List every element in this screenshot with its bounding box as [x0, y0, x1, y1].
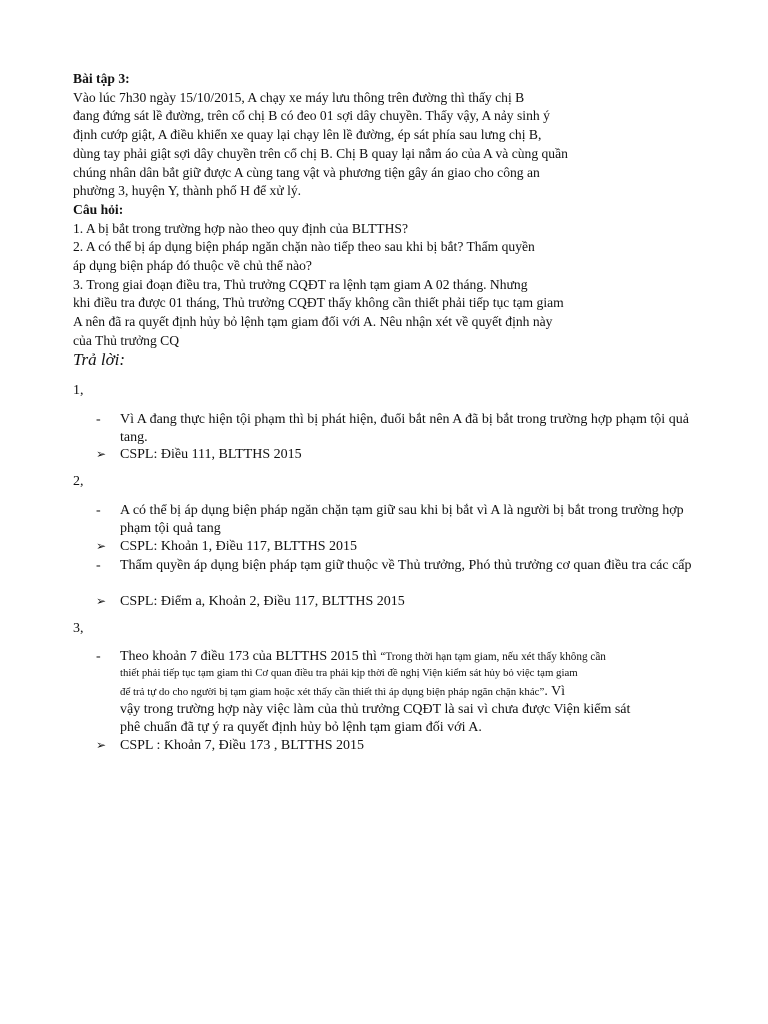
question-line: 1. A bị bắt trong trường hợp nào theo quy định của BLTTHS?	[73, 220, 408, 236]
scenario-line: Vào lúc 7h30 ngày 15/10/2015, A chạy xe máy lưu thông trên đường thì thấy chị B	[73, 89, 525, 105]
part-number: 3,	[73, 621, 84, 636]
cspl-text: CSPL: Điều 111, BLTTHS 2015	[120, 447, 302, 462]
arrow-bullet-icon: ➢	[96, 447, 107, 461]
question-line: khi điều tra được 01 tháng, Thủ trưởng CQĐT thấy không cần thiết phải tiếp tục tạm giam	[73, 295, 564, 311]
dash-marker: -	[96, 558, 101, 573]
cspl-text: CSPL : Khoản 7, Điều 173 , BLTTHS 2015	[120, 738, 364, 753]
answer-text-line	[120, 683, 710, 701]
question-line: áp dụng biện pháp đó thuộc về chủ thể nào?	[73, 258, 312, 274]
answer-text: Theo khoản 7 điều 173 của BLTTHS 2015 thì	[120, 649, 381, 664]
answer-text-line	[120, 648, 710, 666]
arrow-bullet-icon: ➢	[96, 539, 107, 553]
arrow-bullet-icon: ➢	[96, 738, 107, 752]
scenario-line: định cướp giật, A điều khiển xe quay lại chạy lên lề đường, ép sát phía sau lưng chị B,	[73, 127, 542, 143]
scenario-line: chúng nhân dân bắt giữ được A cùng tang vật và phương tiện gây án giao cho công an	[73, 164, 540, 180]
cspl-text: CSPL: Điểm a, Khoản 2, Điều 117, BLTTHS 2015	[120, 594, 405, 609]
dash-marker: -	[96, 412, 101, 427]
question-line: 3. Trong giai đoạn điều tra, Thủ trưởng CQĐT ra lệnh tạm giam A 02 tháng. Nhưng	[73, 276, 528, 292]
exercise-section	[73, 70, 673, 351]
quote-text: để trả tự do cho người bị tạm giam hoặc xét thấy cần thiết thì áp dụng biện pháp ngăn chặn khác”	[120, 686, 545, 698]
questions-title: Câu hỏi:	[73, 201, 124, 217]
dash-marker: -	[96, 503, 101, 518]
question-line: A nên đã ra quyết định hủy bỏ lệnh tạm giam đối với A. Nêu nhận xét về quyết định này	[73, 314, 553, 330]
question-line: của Thủ trưởng CQ	[73, 332, 180, 348]
scenario-line: đang đứng sát lề đường, trên cổ chị B có đeo 01 sợi dây chuyền. Thấy vậy, A nảy sinh ý	[73, 108, 550, 124]
answer-text: . Vì	[544, 684, 566, 699]
dash-marker: -	[96, 649, 101, 664]
quote-text: “Trong thời hạn tạm giam, nếu xét thấy không cần	[380, 651, 606, 663]
cspl-text: CSPL: Khoản 1, Điều 117, BLTTHS 2015	[120, 539, 357, 554]
quote-text: thiết phải tiếp tục tạm giam thì Cơ quan điều tra phải kịp thời đề nghị Viện kiểm sát hủy bỏ việc tạm giam	[120, 667, 578, 679]
part-number: 1,	[73, 383, 84, 398]
answer-text: Thẩm quyền áp dụng biện pháp tạm giữ thuộc về Thủ trưởng, Phó thủ trưởng cơ quan điều tra các cấp	[120, 558, 692, 573]
answer-text: Vì A đang thực hiện tội phạm thì bị phát hiện, đuổi bắt nên A đã bị bắt trong trường hợp phạm tội quả tang.	[120, 412, 689, 445]
scenario-line: phường 3, huyện Y, thành phố H để xử lý.	[73, 183, 302, 199]
exercise-title: Bài tập 3:	[73, 71, 130, 86]
answer-heading: Trả lời:	[73, 350, 126, 369]
arrow-bullet-icon: ➢	[96, 594, 107, 608]
question-line: 2. A có thể bị áp dụng biện pháp ngăn chặn nào tiếp theo sau khi bị bắt? Thẩm quyền	[73, 239, 535, 255]
part-number: 2,	[73, 474, 84, 489]
answer-text: phê chuẩn đã tự ý ra quyết định hủy bỏ lệnh tạm giam đối với A.	[120, 720, 482, 735]
answer-text: A có thể bị áp dụng biện pháp ngăn chặn tạm giữ sau khi bị bắt vì A là người bị bắt trong trường hợp phạm tội quả tang	[120, 503, 684, 536]
scenario-line: dùng tay phải giật sợi dây chuyền trên cổ chị B. Chị B quay lại nắm áo của A và cùng quần	[73, 145, 568, 161]
answer-text: vậy trong trường hợp này việc làm của thủ trưởng CQĐT là sai vì chưa được Viện kiểm sát	[120, 702, 631, 717]
